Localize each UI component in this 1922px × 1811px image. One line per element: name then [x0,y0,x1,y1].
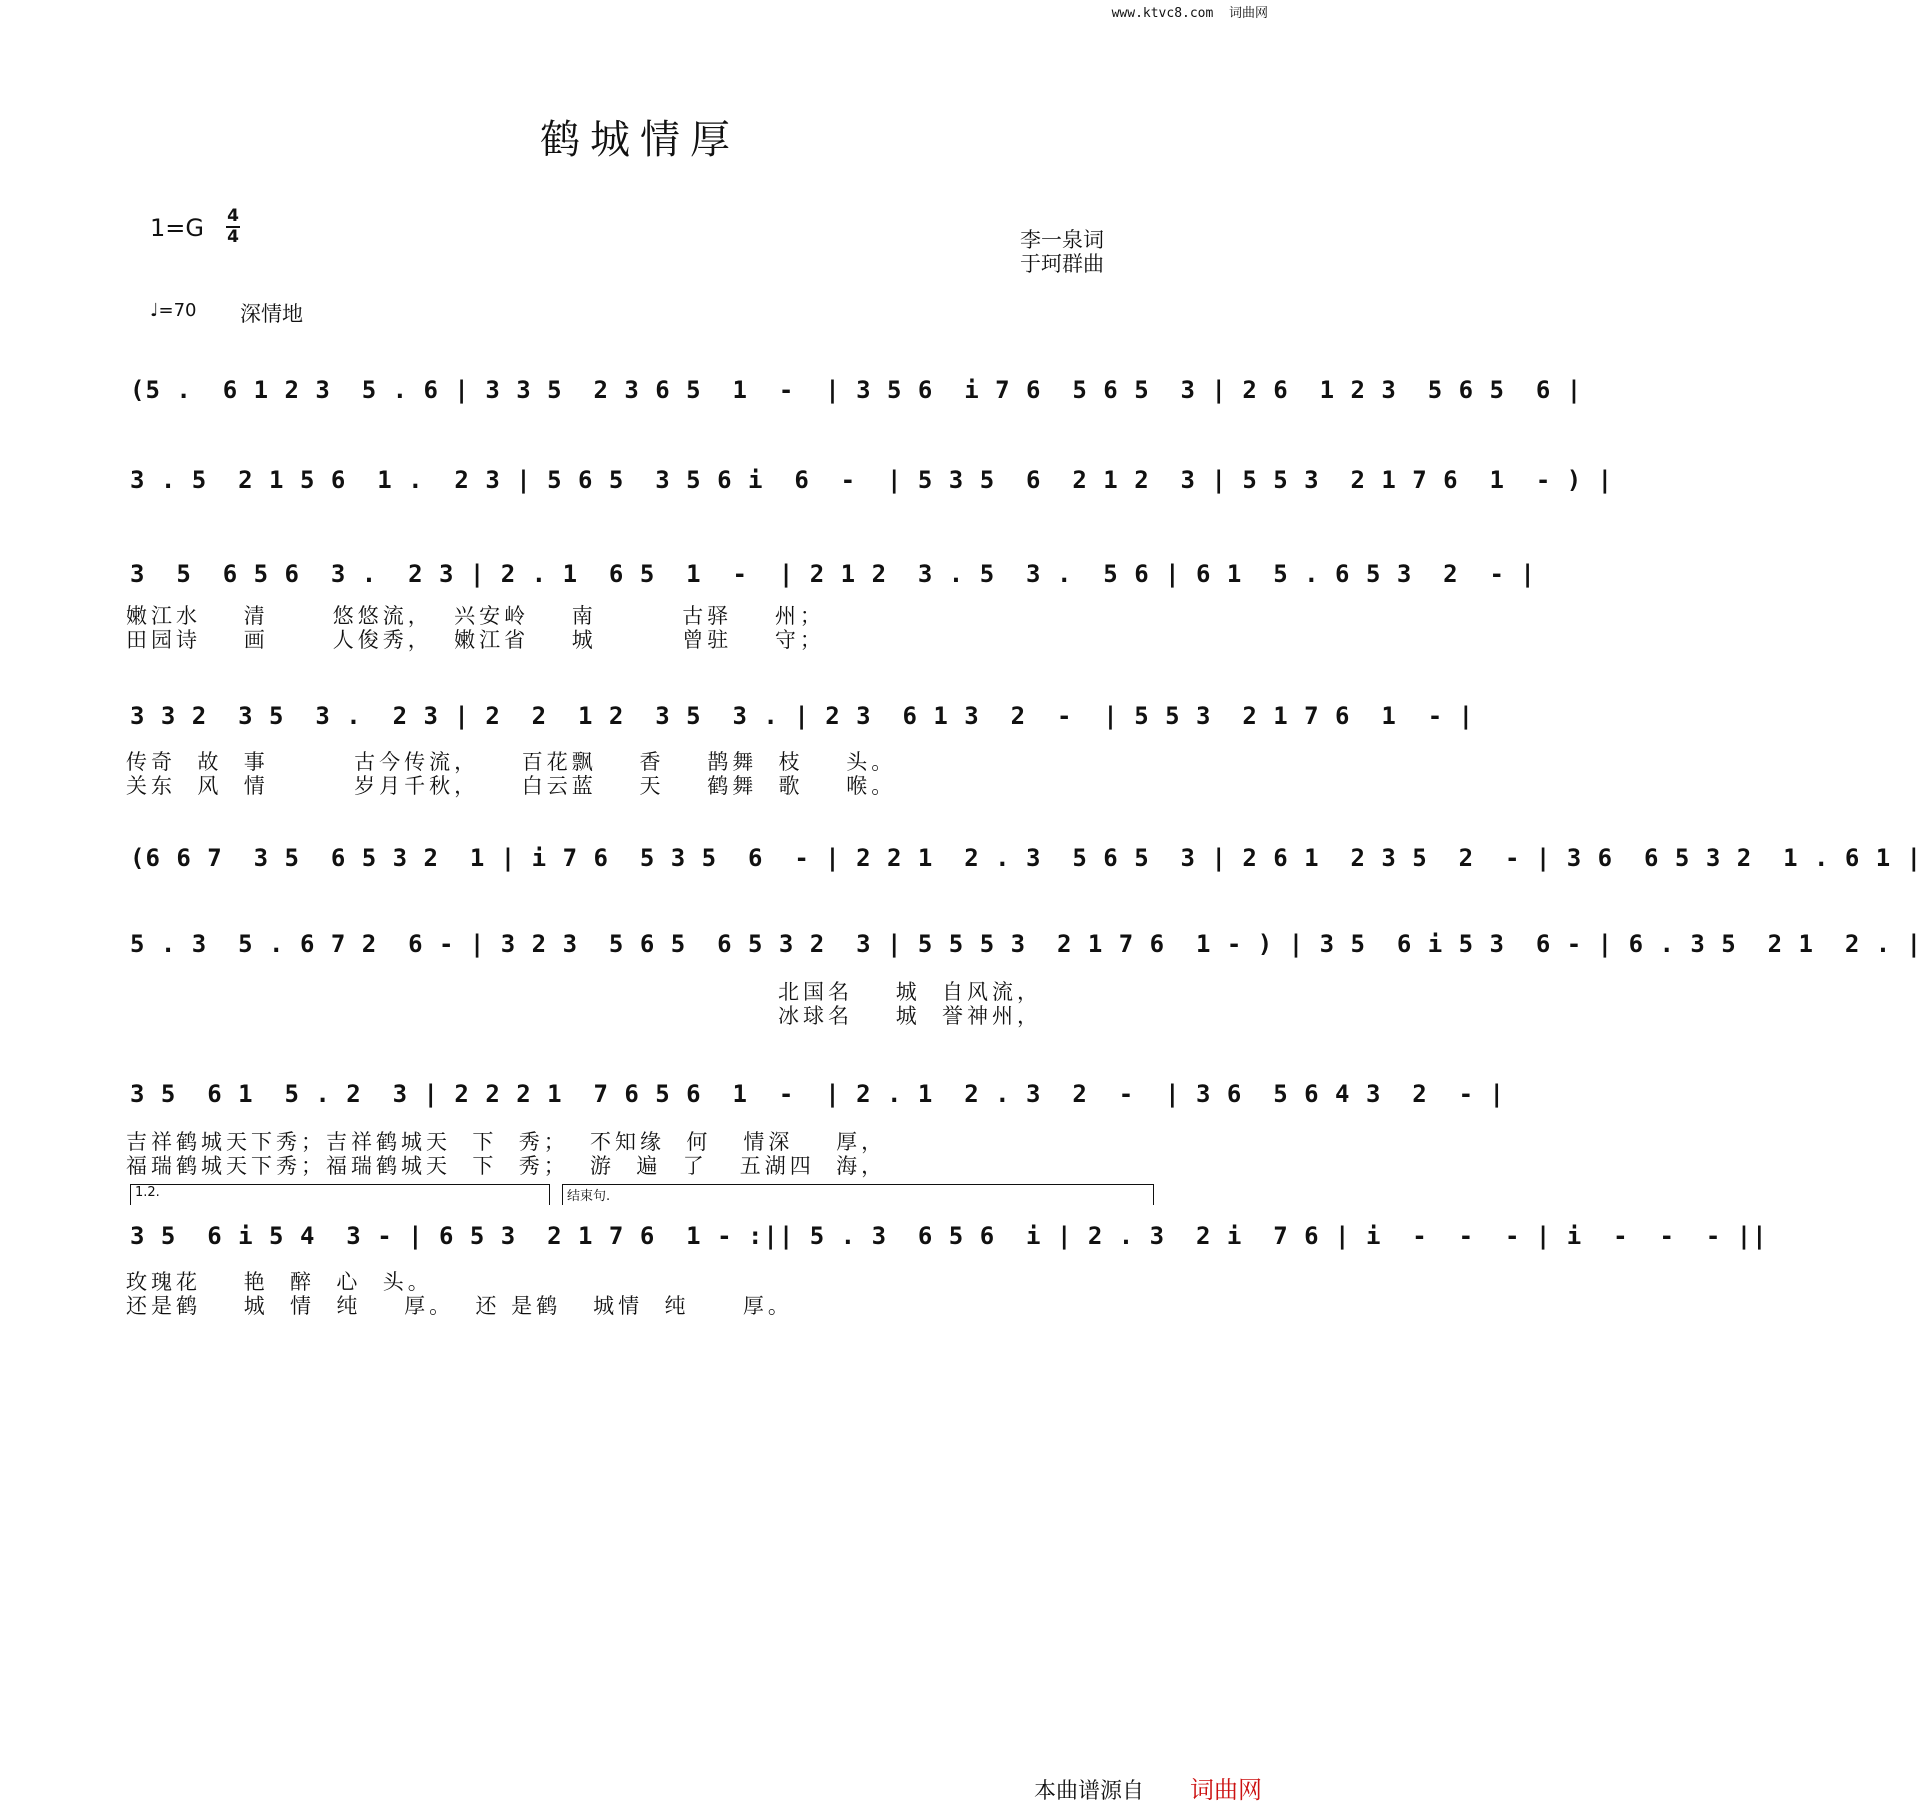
tempo-marking: ♩=70 [150,300,197,321]
time-signature-top: 4 [227,206,239,226]
time-signature-bottom: 4 [227,227,239,247]
source-site-logo: 词曲网 [1190,1776,1262,1804]
lyric-8-verse-2: 还是鹤 城 情 纯 厚。 还 是鹤 城情 纯 厚。 [126,1294,793,1318]
lyric-8-verse-1: 玫瑰花 艳 醉 心 头。 [126,1270,433,1294]
staff-line-1: (5 . 6 1 2 3 5 . 6 | 3 3 5 2 3 6 5 1 - | 3 5 6 i 7 6 5 6 5 3 | 2 6 1 2 3 5 6 5 6 | [130,376,1583,404]
volta-first-ending: 1.2. [130,1184,550,1205]
staff-line-5: (6 6 7 3 5 6 5 3 2 1 | i 7 6 5 3 5 6 - | 2 2 1 2 . 3 5 6 5 3 | 2 6 1 2 3 5 2 - | 3 6 6 5 3 2 1 . 6 1 | [130,844,1922,872]
composer-credit: 于珂群曲 [1020,252,1104,276]
song-title: 鹤城情厚 [540,117,740,163]
lyric-4-verse-1: 传奇 故 事 古今传流， 百花飘 香 鹊舞 枝 头。 [126,750,897,774]
staff-line-2: 3 . 5 2 1 5 6 1 . 2 3 | 5 6 5 3 5 6 i 6 - | 5 3 5 6 2 1 2 3 | 5 5 3 2 1 7 6 1 - ) | [130,466,1614,494]
lyric-6-verse-1: 北国名 城 自风流， [778,980,1043,1004]
volta-final-ending: 结束句. [562,1184,1154,1205]
time-signature [226,208,240,246]
lyric-6-verse-2: 冰球名 城 誉神州， [778,1004,1043,1028]
lyric-3-verse-2: 田园诗 画 人俊秀， 嫩江省 城 曾驻 守； [126,628,825,652]
source-label: 本曲谱源自 [1033,1779,1144,1804]
lyric-7-verse-1: 吉祥鹤城天下秀；吉祥鹤城天 下 秀； 不知缘 何 情深 厚， [126,1130,887,1154]
staff-line-7: 3 5 6 1 5 . 2 3 | 2 2 2 1 7 6 5 6 1 - | 2 . 1 2 . 3 2 - | 3 6 5 6 4 3 2 - | [130,1080,1505,1108]
lyric-7-verse-2: 福瑞鹤城天下秀；福瑞鹤城天 下 秀； 游 遍 了 五湖四 海， [126,1154,887,1178]
lyricist-credit: 李一泉词 [1020,228,1104,252]
staff-line-8: 3 5 6 i 5 4 3 - | 6 5 3 2 1 7 6 1 - :|| 5 . 3 6 5 6 i | 2 . 3 2 i 7 6 | i - - - | i - - - || [130,1222,1768,1250]
key-signature: 1=G [150,214,204,242]
lyric-3-verse-1: 嫩江水 清 悠悠流， 兴安岭 南 古驿 州； [126,604,825,628]
watermark-url: www.ktvc8.com 词曲网 [1111,6,1268,21]
staff-line-4: 3 3 2 3 5 3 . 2 3 | 2 2 1 2 3 5 3 . | 2 3 6 1 3 2 - | 5 5 3 2 1 7 6 1 - | [130,702,1475,730]
staff-line-6: 5 . 3 5 . 6 7 2 6 - | 3 2 3 5 6 5 6 5 3 2 3 | 5 5 5 3 2 1 7 6 1 - ) | 3 5 6 i 5 3 6 - | 6 . 3 5 2 1 2 . | [130,930,1922,958]
expression-marking: 深情地 [240,302,303,326]
lyric-4-verse-2: 关东 风 情 岁月千秋， 白云蓝 天 鹤舞 歌 喉。 [126,774,897,798]
staff-line-3: 3 5 6 5 6 3 . 2 3 | 2 . 1 6 5 1 - | 2 1 2 3 . 5 3 . 5 6 | 6 1 5 . 6 5 3 2 - | [130,560,1536,588]
